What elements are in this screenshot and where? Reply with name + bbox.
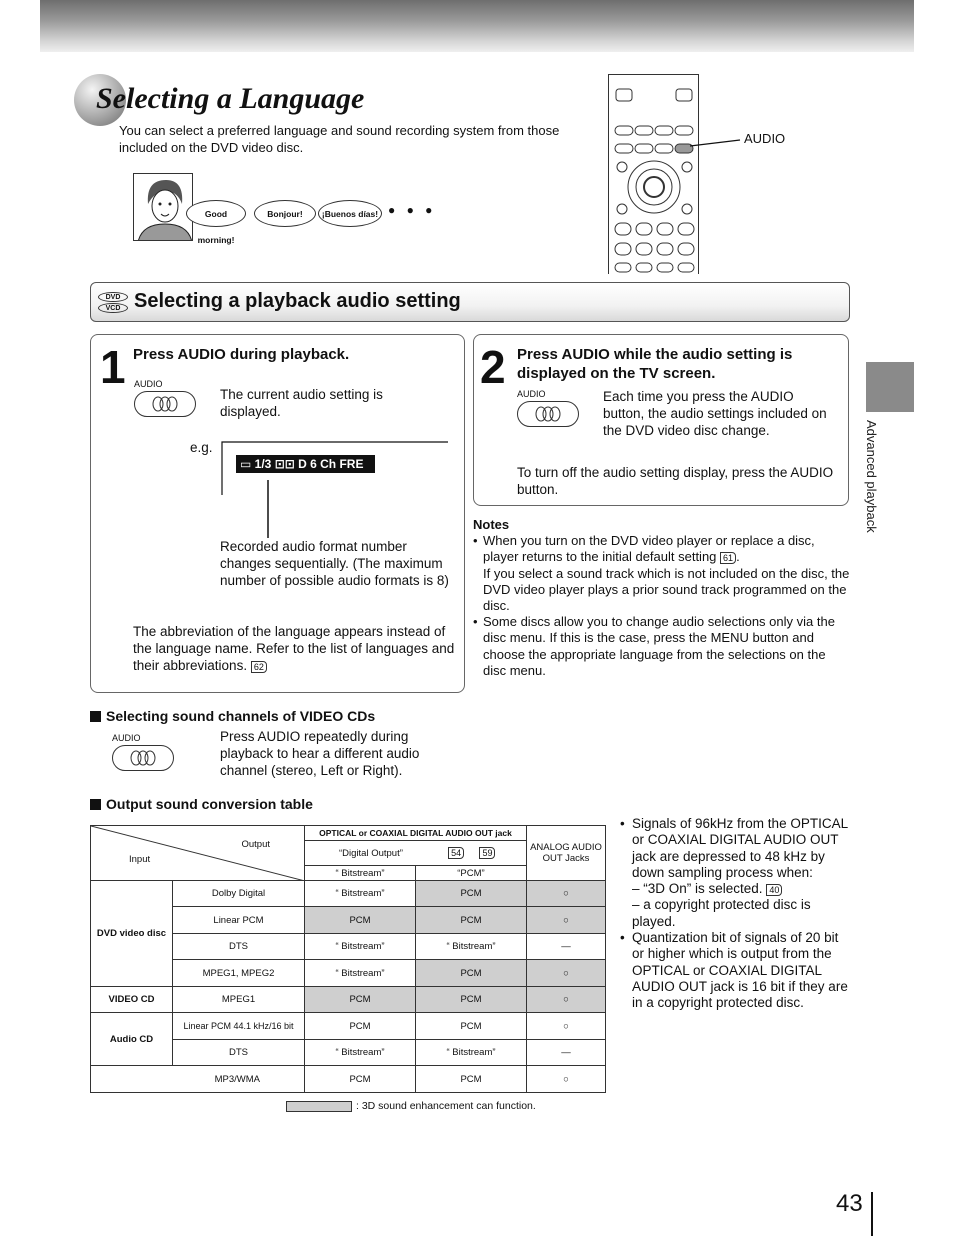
square-bullet-icon: [90, 799, 101, 810]
speech-bubble: Good morning!: [186, 200, 246, 227]
audio-button-icon: [517, 401, 579, 427]
table-cell: ○: [527, 987, 606, 1013]
legend-text: : 3D sound enhancement can function.: [356, 1100, 536, 1112]
pcm-col-header: “PCM”: [416, 866, 527, 881]
disc-type-icons: [98, 292, 128, 314]
notes-section: [473, 517, 851, 679]
audio-button-icon: [134, 391, 196, 417]
step-2-turn-off-text: To turn off the audio setting display, press the AUDIO button.: [517, 465, 834, 497]
analog-header: ANALOG AUDIO OUT Jacks: [527, 826, 606, 881]
format-cell: MPEG1, MPEG2: [173, 960, 305, 987]
format-cell: MPEG1: [173, 987, 305, 1013]
chapter-tab: [866, 362, 914, 412]
table-cell: —: [527, 1040, 606, 1066]
remote-control-illustration: [608, 74, 699, 274]
dvd-badge-icon: DVD: [98, 292, 128, 302]
table-cell: ○: [527, 1013, 606, 1040]
note-item: • Quantization bit of signals of 20 bit or higher which is output from the OPTICAL or COAXIAL DIGITAL AUDIO OUT jack is 16 bit if they are in a copyright protected disc.: [620, 930, 852, 1011]
table-cell: PCM: [305, 907, 416, 934]
format-cell: DTS: [173, 1040, 305, 1066]
audio-button-label: AUDIO: [517, 389, 546, 399]
group-dvd: DVD video disc: [91, 881, 173, 987]
vcd-heading: Selecting sound channels of VIDEO CDs: [90, 708, 375, 724]
conversion-notes: [620, 816, 852, 1012]
vcd-badge-icon: VCD: [98, 303, 128, 313]
optical-header: OPTICAL or COAXIAL DIGITAL AUDIO OUT jack: [305, 826, 527, 841]
table-cell: “ Bitstream”: [305, 1040, 416, 1066]
digital-output-header: “Digital Output” 54 59: [305, 841, 527, 866]
page-title: Selecting a Language: [96, 82, 365, 115]
table-cell: PCM: [305, 1066, 416, 1093]
group-vcd: VIDEO CD: [91, 987, 173, 1013]
table-cell: PCM: [416, 1013, 527, 1040]
audio-callout-label: AUDIO: [744, 131, 786, 146]
table-cell: PCM: [305, 987, 416, 1013]
eg-label: e.g.: [190, 440, 213, 455]
page-ref-icon: 40: [766, 884, 782, 896]
table-cell: PCM: [416, 1066, 527, 1093]
table-heading: Output sound conversion table: [90, 796, 313, 812]
table-cell: PCM: [305, 1013, 416, 1040]
table-cell: ○: [527, 960, 606, 987]
chapter-label: Advanced playback: [864, 420, 879, 533]
step-2-number: 2: [480, 341, 506, 393]
audio-button-icon: [112, 745, 174, 771]
output-label: Output: [241, 839, 270, 850]
note-item: • When you turn on the DVD video player or replace a disc, player returns to the initial default setting 61 . If you select a sound track which is not included on the disc, the DVD video player plays a prior sound track programmed on the disc.: [473, 533, 851, 614]
table-cell: PCM: [416, 881, 527, 907]
legend-swatch: [286, 1101, 352, 1112]
step-2-heading: Press AUDIO while the audio setting is displayed on the TV screen.: [517, 346, 793, 382]
step-1-description: The current audio setting is displayed.: [220, 387, 383, 419]
format-cell: MP3/WMA: [91, 1066, 305, 1093]
speech-bubble: ¡Buenos días!: [318, 200, 382, 227]
page-ref-icon: 61: [720, 552, 736, 564]
audio-osd-display: [236, 455, 375, 473]
intro-text: You can select a preferred language and sound recording system from those included on the DVD video disc.: [119, 123, 560, 155]
table-cell: “ Bitstream”: [416, 1040, 527, 1066]
page-ref-icon: 54: [448, 847, 464, 859]
audio-button-illustration: [134, 379, 196, 417]
speech-bubble: Bonjour!: [254, 200, 316, 227]
osd-text: 1/3 ⊡⊡ D 6 Ch FRE: [254, 457, 364, 471]
table-cell: PCM: [416, 987, 527, 1013]
step-1-heading: Press AUDIO during playback.: [133, 346, 350, 363]
format-cell: DTS: [173, 934, 305, 960]
ellipsis-dots: ● ● ●: [388, 203, 437, 217]
section-title: Selecting a playback audio setting: [134, 290, 461, 312]
page-ref-icon: 59: [479, 847, 495, 859]
page-number: 43: [836, 1190, 863, 1217]
table-cell: PCM: [416, 960, 527, 987]
format-cell: Linear PCM 44.1 kHz/16 bit: [173, 1013, 305, 1040]
audio-button-label: AUDIO: [134, 379, 163, 389]
note-item: • Some discs allow you to change audio selections only via the disc menu. If this is the case, press the MENU button and choose the appropriate language from the selections on the disc menu.: [473, 614, 851, 679]
table-cell: ○: [527, 907, 606, 934]
input-label: Input: [129, 854, 151, 865]
table-cell: “ Bitstream”: [305, 881, 416, 907]
page-number-rule: [871, 1192, 873, 1236]
step-1-number: 1: [100, 341, 126, 393]
table-cell: ○: [527, 881, 606, 907]
note-item: • Signals of 96kHz from the OPTICAL or COAXIAL DIGITAL AUDIO OUT jack are depressed to 48 kHz by down sampling process when: – “3D On” is selected. 40 – a copyright protected disc is played.: [620, 816, 852, 930]
step-2-description: Each time you press the AUDIO button, the audio settings included on the DVD video disc change.: [603, 389, 827, 438]
format-cell: Dolby Digital: [173, 881, 305, 907]
audio-button-label: AUDIO: [112, 733, 141, 743]
top-banner: [40, 0, 914, 52]
page-ref-icon: 62: [251, 661, 267, 673]
table-cell: PCM: [416, 907, 527, 934]
person-illustration: [133, 173, 193, 241]
table-cell: “ Bitstream”: [416, 934, 527, 960]
table-corner-cell: [91, 826, 305, 881]
abbreviation-text: The abbreviation of the language appears instead of the language name. Refer to the list of languages and their abbreviations. 62: [133, 624, 455, 673]
recorded-format-text: Recorded audio format number changes sequentially. (The maximum number of possible audio formats is 8): [220, 539, 449, 588]
table-cell: “ Bitstream”: [305, 934, 416, 960]
notes-title: Notes: [473, 517, 510, 532]
bitstream-col-header: “ Bitstream”: [305, 866, 416, 881]
audio-button-illustration: [112, 733, 174, 771]
speech-bubble-icon: ▭: [240, 457, 255, 471]
audio-button-illustration: [517, 389, 579, 427]
table-cell: “ Bitstream”: [305, 960, 416, 987]
square-bullet-icon: [90, 711, 101, 722]
conversion-table: [90, 825, 606, 1093]
group-audio-cd: Audio CD: [91, 1013, 173, 1066]
table-cell: ○: [527, 1066, 606, 1093]
format-cell: Linear PCM: [173, 907, 305, 934]
vcd-description: Press AUDIO repeatedly during playback to hear a different audio channel (stereo, Left or Right).: [220, 729, 420, 778]
table-cell: —: [527, 934, 606, 960]
audio-callout-line: [690, 136, 742, 150]
